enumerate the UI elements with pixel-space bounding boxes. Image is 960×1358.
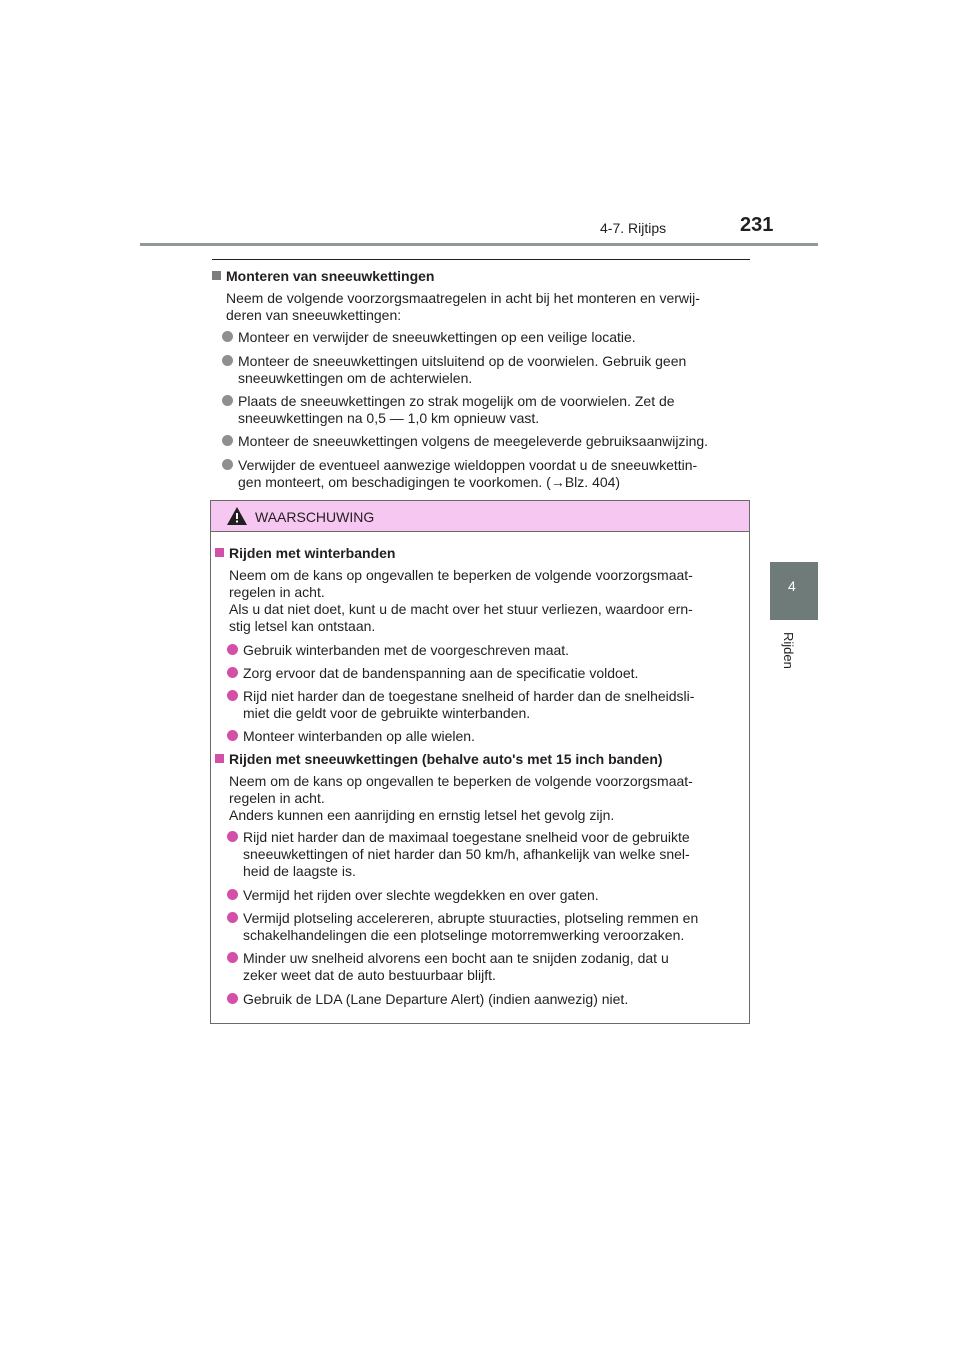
list-item	[238, 353, 750, 387]
round-bullet-icon	[227, 889, 238, 900]
list-item-text: Monteer winterbanden op alle wielen.	[243, 728, 475, 744]
warning-block2-para	[229, 773, 743, 824]
warning-triangle-icon	[227, 507, 247, 525]
list-item	[243, 950, 743, 984]
round-bullet-icon	[227, 667, 238, 678]
warning-block1-heading-text: Rijden met winterbanden	[229, 545, 396, 561]
list-item-text: miet die geldt voor de gebruikte winterbanden.	[243, 705, 531, 721]
section1-intro-line: Neem de volgende voorzorgsmaatregelen in acht bij het monteren en verwij-	[226, 290, 700, 306]
para-line: stig letsel kan ontstaan.	[229, 618, 376, 634]
list-item-text: Verwijder de eventueel aanwezige wieldoppen voordat u de sneeuwkettin-	[238, 457, 698, 473]
list-item-text: Monteer de sneeuwkettingen volgens de meegeleverde gebruiksaanwijzing.	[238, 433, 709, 449]
list-item	[238, 457, 750, 491]
list-item-text: Monteer en verwijder de sneeuwkettingen op een veilige locatie.	[238, 329, 636, 345]
round-bullet-icon	[227, 730, 238, 741]
list-item	[243, 688, 743, 722]
list-item-text: Monteer de sneeuwkettingen uitsluitend op de voorwielen. Gebruik geen	[238, 353, 687, 369]
list-item-text: schakelhandelingen die een plotselinge motorremwerking veroorzaken.	[243, 927, 685, 943]
warning-box	[210, 500, 750, 1024]
round-bullet-icon	[222, 395, 233, 406]
section1-heading	[212, 268, 434, 284]
list-item-text: zeker weet dat de auto bestuurbaar blijft.	[243, 967, 496, 983]
list-item-text: Vermijd plotseling accelereren, abrupte stuuracties, plotseling remmen en	[243, 910, 699, 926]
chapter-tab-number: 4	[788, 578, 796, 594]
section1-intro	[226, 290, 750, 324]
round-bullet-icon	[227, 690, 238, 701]
section1-heading-text: Monteren van sneeuwkettingen	[226, 268, 435, 284]
page-header	[0, 0, 960, 250]
list-item	[243, 728, 743, 745]
warning-block1-heading	[215, 545, 395, 561]
header-divider	[140, 243, 818, 246]
list-item	[243, 642, 743, 659]
warning-label: WAARSCHUWING	[255, 509, 375, 525]
warning-block1-para	[229, 567, 743, 635]
round-bullet-icon	[227, 952, 238, 963]
para-line: Als u dat niet doet, kunt u de macht over het stuur verliezen, waardoor ern-	[229, 601, 693, 617]
list-item	[238, 329, 750, 346]
list-item-text: sneeuwkettingen om de achterwielen.	[238, 370, 473, 386]
square-bullet-icon	[215, 754, 224, 763]
round-bullet-icon	[227, 831, 238, 842]
list-item	[243, 665, 743, 682]
square-bullet-icon	[212, 271, 221, 280]
chapter-tab-label: Rijden	[781, 632, 796, 669]
round-bullet-icon	[222, 435, 233, 446]
list-item-text: sneeuwkettingen na 0,5 — 1,0 km opnieuw vast.	[238, 410, 540, 426]
list-item	[243, 887, 743, 904]
section-divider	[212, 259, 750, 260]
warning-block2-heading-text: Rijden met sneeuwkettingen (behalve auto's met 15 inch banden)	[229, 751, 663, 767]
list-item-text: heid de laagste is.	[243, 863, 356, 879]
section1-intro-line: deren van sneeuwkettingen:	[226, 307, 402, 323]
round-bullet-icon	[227, 644, 238, 655]
round-bullet-icon	[222, 459, 233, 470]
list-item-text: sneeuwkettingen of niet harder dan 50 km/h, afhankelijk van welke snel-	[243, 846, 690, 862]
list-item-text: Gebruik winterbanden met de voorgeschreven maat.	[243, 642, 570, 658]
para-line: regelen in acht.	[229, 584, 325, 600]
page-number: 231	[740, 214, 774, 236]
para-line: Anders kunnen een aanrijding en ernstig letsel het gevolg zijn.	[229, 807, 615, 823]
warning-header	[211, 501, 749, 532]
list-item-text: Gebruik de LDA (Lane Departure Alert) (indien aanwezig) niet.	[243, 991, 629, 1007]
list-item	[238, 433, 750, 450]
round-bullet-icon	[222, 355, 233, 366]
section-title: 4-7. Rijtips	[600, 220, 667, 236]
list-item-text: Vermijd het rijden over slechte wegdekken en over gaten.	[243, 887, 599, 903]
list-item	[243, 991, 743, 1008]
list-item-text: Plaats de sneeuwkettingen zo strak mogelijk om de voorwielen. Zet de	[238, 393, 675, 409]
warning-block2-heading	[215, 751, 663, 767]
list-item-text: gen monteert, om beschadigingen te voorkomen. (→Blz. 404)	[238, 474, 621, 490]
para-line: Neem om de kans op ongevallen te beperken de volgende voorzorgsmaat-	[229, 567, 693, 583]
list-item	[243, 829, 743, 880]
square-bullet-icon	[215, 548, 224, 557]
list-item-text: Rijd niet harder dan de toegestane snelheid of harder dan de snelheidsli-	[243, 688, 695, 704]
list-item-text: Minder uw snelheid alvorens een bocht aan te snijden zodanig, dat u	[243, 950, 669, 966]
list-item	[243, 910, 743, 944]
list-item	[238, 393, 750, 427]
para-line: regelen in acht.	[229, 790, 325, 806]
round-bullet-icon	[227, 912, 238, 923]
para-line: Neem om de kans op ongevallen te beperken de volgende voorzorgsmaat-	[229, 773, 693, 789]
list-item-text: Rijd niet harder dan de maximaal toegestane snelheid voor de gebruikte	[243, 829, 690, 845]
list-item-text: Zorg ervoor dat de bandenspanning aan de specificatie voldoet.	[243, 665, 639, 681]
round-bullet-icon	[222, 331, 233, 342]
round-bullet-icon	[227, 993, 238, 1004]
